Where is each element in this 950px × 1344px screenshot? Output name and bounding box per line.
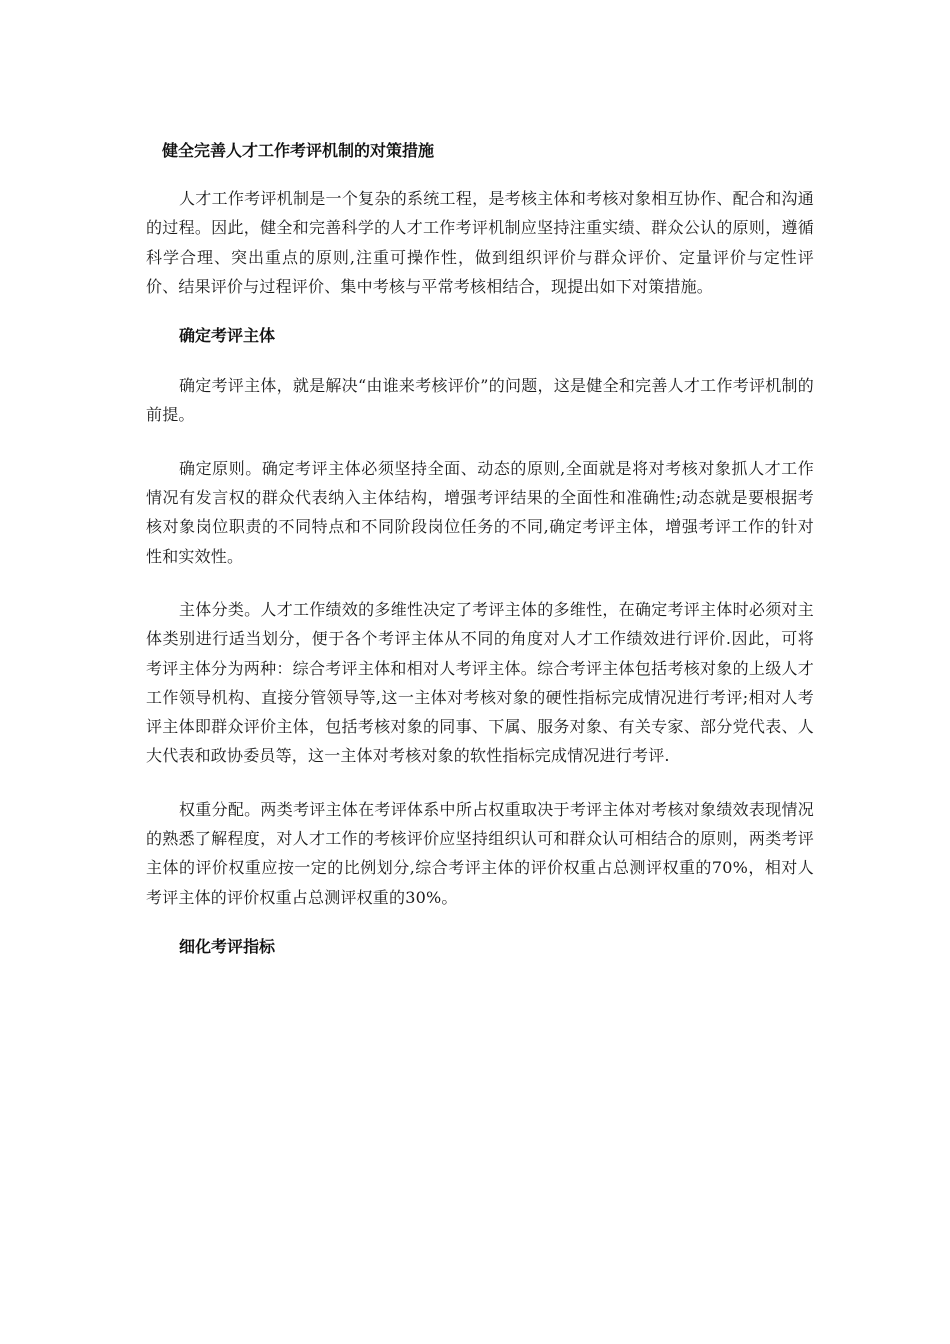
section1-paragraph-1: 确定考评主体，就是解决“由谁来考核评价”的问题，这是健全和完善人才工作考评机制的前提。 [146, 376, 814, 425]
section-heading-refine-indicators: 细化考评指标 [179, 936, 276, 956]
document-title: 健全完善人才工作考评机制的对策措施 [162, 141, 435, 160]
section1-paragraph-principles: 确定原则。确定考评主体必须坚持全面、动态的原则,全面就是将对考核对象抓人才工作情况有发言权的群众代表纳入主体结构，增强考评结果的全面性和准确性;动态就是要根据考核对象岗位职责的不同特点和不同阶段岗位任务的不同,确定考评主体，增强考评工作的针对性和实效性。 [146, 458, 814, 566]
section-heading-determine-subject: 确定考评主体 [179, 326, 276, 346]
intro-paragraph: 人才工作考评机制是一个复杂的系统工程，是考核主体和考核对象相互协作、配合和沟通的过程。因此，健全和完善科学的人才工作考评机制应坚持注重实绩、群众公认的原则，遵循科学合理、突出重点的原则,注重可操作性，做到组织评价与群众评价、定量评价与定性评价、结果评价与过程评价、集中考核与平常考核相结合，现提出如下对策措施。 [146, 189, 814, 296]
section1-paragraph-classification: 主体分类。人才工作绩效的多维性决定了考评主体的多维性，在确定考评主体时必须对主体类别进行适当划分，便于各个考评主体从不同的角度对人才工作绩效进行评价.因此，可将考评主体分为两种：综合考评主体和相对人考评主体。综合考评主体包括考核对象的上级人才工作领导机构、直接分管领导等,这一主体对考核对象的硬性指标完成情况进行考评;相对人考评主体即群众评价主体，包括考核对象的同事、下属、服务对象、有关专家、部分党代表、人大代表和政协委员等，这一主体对考核对象的软性指标完成情况进行考评. [146, 599, 814, 766]
section1-paragraph-weighting: 权重分配。两类考评主体在考评体系中所占权重取决于考评主体对考核对象绩效表现情况的熟悉了解程度，对人才工作的考核评价应坚持组织认可和群众认可相结合的原则，两类考评主体的评价权重应按一定的比例划分,综合考评主体的评价权重占总测评权重的70%，相对人考评主体的评价权重占总测评权重的30%。 [146, 799, 814, 907]
document-page [146, 140, 814, 982]
